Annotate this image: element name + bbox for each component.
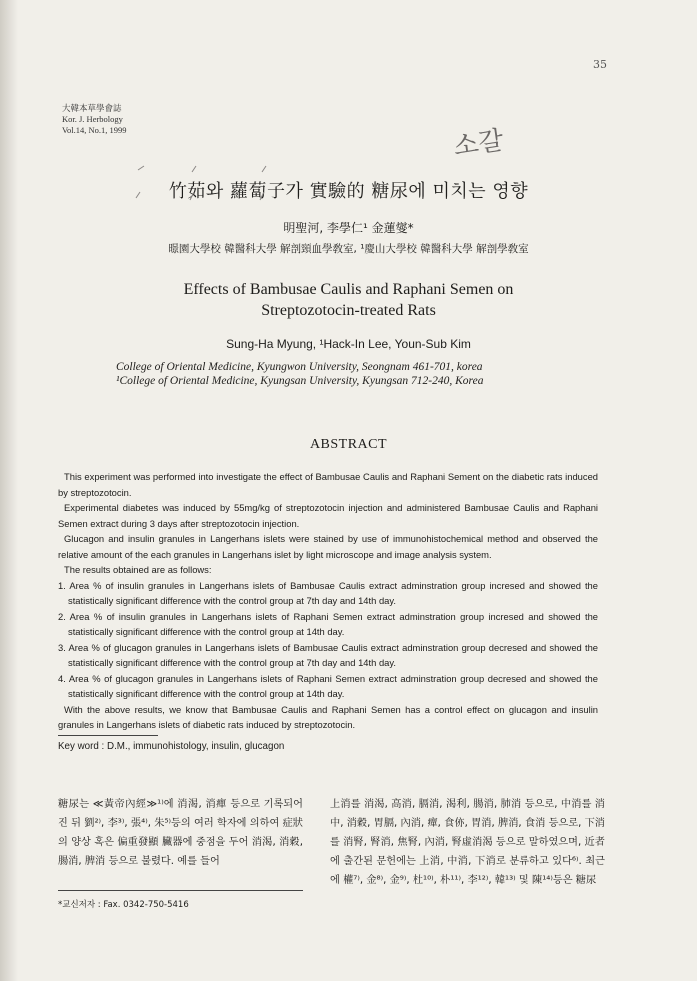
keywords: Key word : D.M., immunohistology, insulin, glucagon <box>58 741 285 752</box>
abstract-body <box>58 469 598 733</box>
abstract-paragraph: This experiment was performed into investigate the effect of Bambusae Caulis and Raphani Sement on the diabetic rats induced by streptozotocin. <box>58 471 598 498</box>
english-affiliations <box>116 360 483 388</box>
result-item: 3. Area % of glucagon granules in Langerhans islets of Bambusae Caulis extract adminstration group decresed and showed the statistically significant difference with the control group at 7th day and 14th day. <box>58 641 598 668</box>
journal-korean: 大韓本草學會誌 <box>62 103 122 113</box>
page-number: 35 <box>593 58 607 71</box>
affiliation-2: ¹College of Oriental Medicine, Kyungsan University, Kyungsan 712-240, Korea <box>116 375 484 387</box>
korean-authors: 明聖河, 李學仁¹ 金蓮燮* <box>283 221 414 235</box>
english-title-line2: Streptozotocin-treated Rats <box>261 302 436 319</box>
affiliation-1: College of Oriental Medicine, Kyungwon University, Seongnam 461-701, korea <box>116 361 483 373</box>
bleed-through-text <box>470 104 600 116</box>
abstract-paragraph: With the above results, we know that Bambusae Caulis and Raphani Semen has a control effect on glucagon and insulin granules in Langerhans islets of diabetic rats induced by streptozotocin. <box>58 703 598 730</box>
result-item: 1. Area % of insulin granules in Langerhans islets of Bambusae Caulis extract adminstration group incresed and showed the statistically significant difference with the control group at 7th day and 14th day. <box>58 579 598 606</box>
pencil-bracket-marks <box>130 162 430 202</box>
footnote: *교신저자 : Fax. 0342-750-5416 <box>58 900 189 910</box>
body-text: 上消를 消渴, 高消, 膈消, 渴利, 腸消, 肺消 등으로, 中消를 消中, 消穀, 胃膈, 內消, 癉, 食㑊, 胃消, 脾消, 食消 등으로, 下消를 消腎, 腎消, 焦腎, 內消, 腎虛消渴 등으로 말하였으며, 近者에 출간된 문헌에는 上消, 中消, 下消로 분류하고 있다⁶⁾. 최근에 權⁷⁾, 金⁸⁾, 金⁹⁾, 杜¹⁰⁾, 朴¹¹⁾, 李¹²⁾, 韓¹³⁾ 및 陳¹⁴⁾등은 糖尿 <box>330 799 605 886</box>
body-text: 糖尿는 ≪黃帝內經≫¹⁾에 消渴, 消癉 등으로 기록되어진 뒤 劉²⁾, 李³⁾, 張⁴⁾, 朱⁵⁾등의 여러 학자에 의하여 症狀의 양상 혹은 偏重發顯 臟器에 중점을 두어 消渴, 消穀, 腸消, 脾消 등으로 불렸다. 예를 들어 <box>58 799 303 867</box>
journal-info <box>62 103 127 136</box>
abstract-paragraph: Experimental diabetes was induced by 55mg/kg of streptozotocin injection and administered Bambusae Caulis and Raphani Semen extract during 3 days after streptozotocin injection. <box>58 502 598 529</box>
korean-affiliations: 暻園大學校 韓醫科大學 解剖頸血學敎室, ¹慶山大學校 韓醫科大學 解剖學敎室 <box>168 243 529 255</box>
english-title <box>0 279 697 321</box>
result-item: 2. Area % of insulin granules in Langerhans islets of Raphani Semen extract adminstration group incresed and showed the statistically significant difference with the control group at 14th day. <box>58 610 598 637</box>
body-column-right <box>330 795 605 890</box>
korean-title: 竹茹와 蘿蔔子가 實驗的 糖尿에 미치는 영향 <box>168 181 529 202</box>
journal-english: Kor. J. Herbology <box>62 114 123 124</box>
handwritten-annotation: 소갈 <box>451 125 506 163</box>
body-column-left <box>58 795 303 871</box>
divider <box>58 735 158 736</box>
english-authors: Sung-Ha Myung, ¹Hack-In Lee, Youn-Sub Kim <box>226 337 471 351</box>
abstract-paragraph: Glucagon and insulin granules in Langerhans islets were stained by use of immunohistochemical method and observed the relative amount of the each granules in Langerhans islet by light microscope and image analysis system. <box>58 533 598 560</box>
abstract-paragraph: The results obtained are as follows: <box>64 564 212 575</box>
abstract-heading: ABSTRACT <box>309 437 388 452</box>
journal-volume: Vol.14, No.1, 1999 <box>62 125 127 135</box>
english-title-line1: Effects of Bambusae Caulis and Raphani Semen on <box>183 281 514 298</box>
result-item: 4. Area % of glucagon granules in Langerhans islets of Raphani Semen extract adminstration group decresed and showed the statistically significant difference with the control group at 14th day. <box>58 672 598 699</box>
footnote-divider <box>58 890 303 891</box>
